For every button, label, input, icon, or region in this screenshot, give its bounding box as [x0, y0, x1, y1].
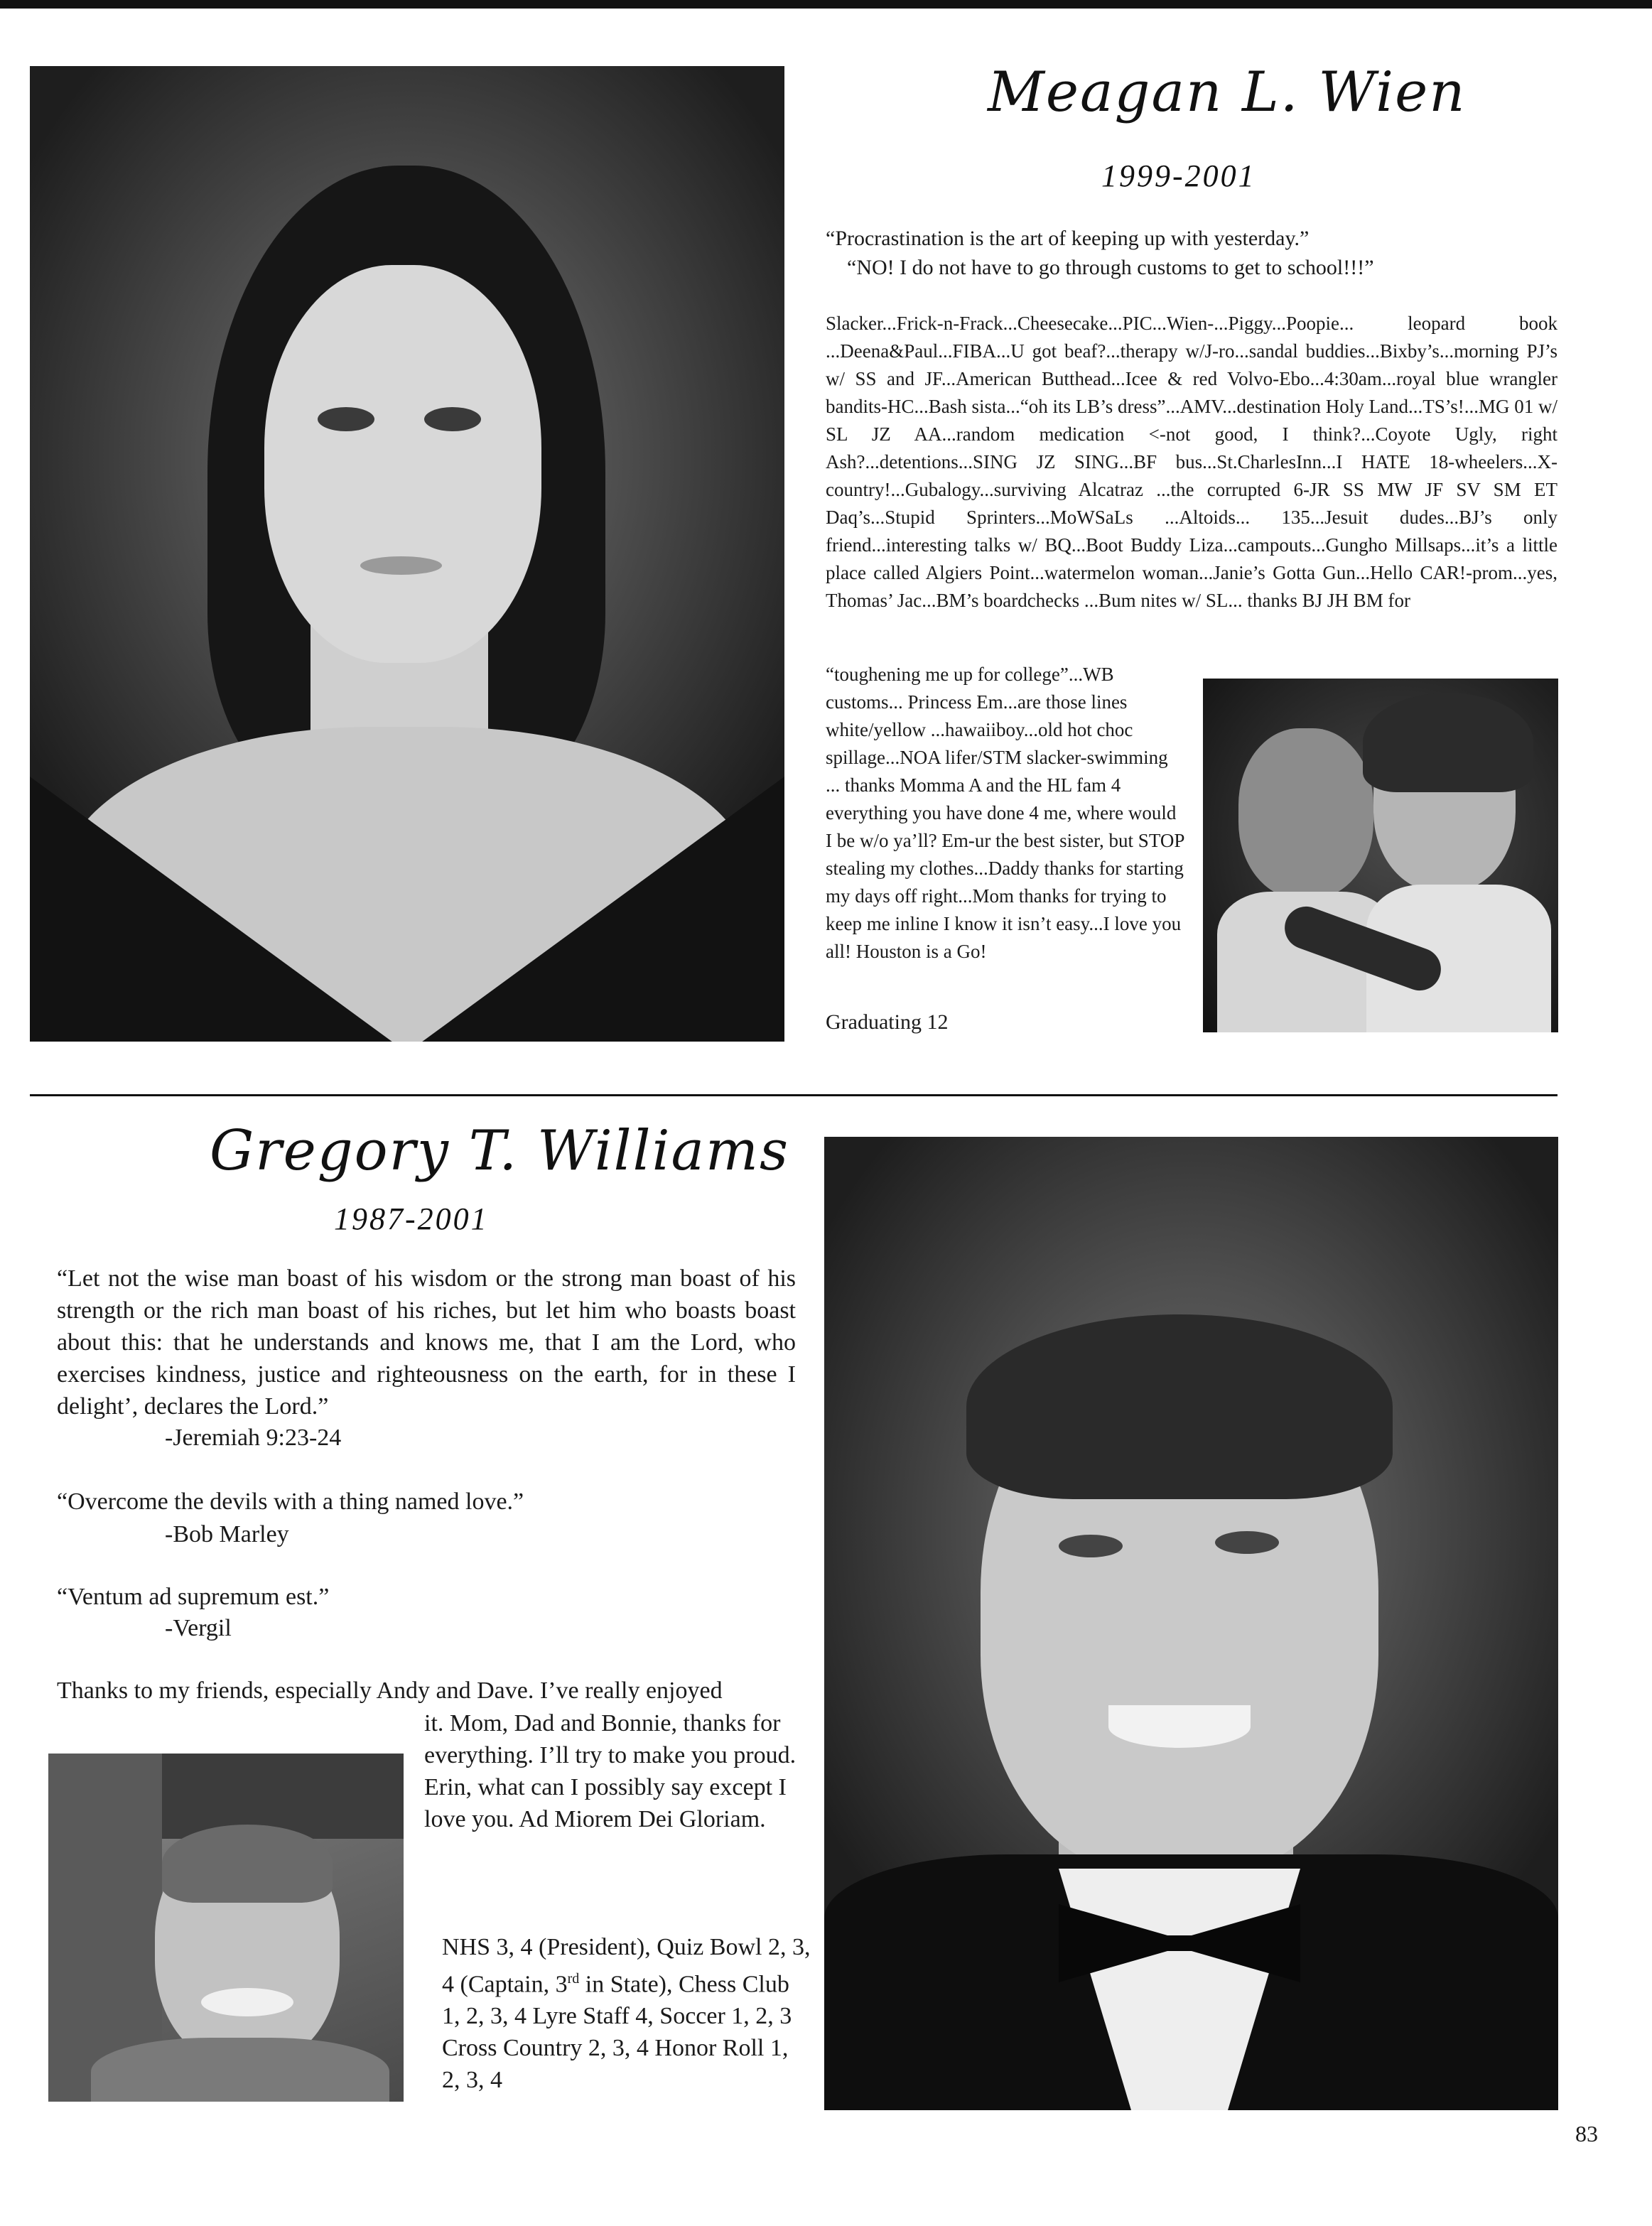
page-top-border: [0, 0, 1652, 9]
gregory-years: 1987-2001: [334, 1201, 489, 1236]
gregory-thanks-line1: Thanks to my friends, especially Andy and Dave. I’ve really enjoyed: [57, 1677, 723, 1704]
gregory-candid-photo: [48, 1754, 404, 2102]
meagan-years: 1999-2001: [1101, 158, 1256, 193]
section-divider: [30, 1094, 1557, 1096]
meagan-message-narrow: [826, 661, 1184, 966]
gregory-quote2-attrib: -Bob Marley: [165, 1521, 289, 1547]
gregory-name: Gregory T. Williams: [210, 1119, 790, 1183]
gregory-quote3-attrib: -Vergil: [165, 1615, 232, 1641]
gregory-activities: [442, 1931, 811, 2096]
gregory-quote3: “Ventum ad supremum est.”: [57, 1584, 330, 1610]
gregory-quote1: [57, 1263, 796, 1422]
gregory-quote1-text: “Let not the wise man boast of his wisdom or the strong man boast of his strength or the rich man boast of his riches, but let him who boasts boast about this: that he understands and knows me, that I am the Lord, who exercises kindness, justice and righteousness on the earth, for in these I delight’, declares the Lord.”: [57, 1265, 796, 1420]
meagan-graduating: Graduating 12: [826, 1010, 949, 1034]
meagan-portrait-photo: [30, 66, 784, 1042]
meagan-message-full-width: Slacker...Frick-n-Frack...Cheesecake...PIC...Wien-...Piggy...Poopie... leopard book ...Deena&Paul...FIBA...U got beaf?...therapy w/J-ro...sandal buddies...Bixby’s...morning PJ’s w/ SS and JF...American Butthead...Icee & red Volvo-Ebo...4:30am...royal blue wrangler bandits-HC...Bash sista...“oh its LB’s dress”...AMV...destination Holy Land...TS’s!...MG 01 w/ SL JZ AA...random medication <-not good, I think?...Coyote Ugly, right Ash?...detentions...SING JZ SING...BF bus...St.CharlesInn...I HATE 18-wheelers...X-country!...Gubalogy...surviving Alcatraz ...the corrupted 6-JR SS MW JF SV SM ET Daq’s...Stupid Sprinters...MoWSaLs ...Altoids... 135...Jesuit dudes...BJ’s only friend...interesting talks w/ BQ...Boot Buddy Liza...campouts...Gungho Millsaps...it’s a little place called Algiers Point...watermelon woman...Janie’s Gotta Gun...Hello CAR!-prom...yes, Thomas’ Jac...BM’s boardchecks ...Bum nites w/ SL... thanks BJ JH BM for: [826, 313, 1557, 611]
meagan-name: Meagan L. Wien: [988, 60, 1467, 124]
gregory-thanks-rest-text: it. Mom, Dad and Bonnie, thanks for everything. I’ll try to make you proud. Erin, what can I possibly say except I love you. Ad Miorem Dei Gloriam.: [424, 1710, 797, 1832]
meagan-quote-line2: “NO! I do not have to go through customs to get to school!!!”: [847, 256, 1374, 279]
gregory-thanks-rest: [424, 1707, 808, 1835]
meagan-message-text: [826, 310, 1557, 615]
gregory-quote2: “Overcome the devils with a thing named love.”: [57, 1488, 524, 1515]
meagan-quote-line1: “Procrastination is the art of keeping up with yesterday.”: [826, 227, 1310, 250]
page-number: 83: [1575, 2121, 1598, 2146]
gregory-activities-text: NHS 3, 4 (President), Quiz Bowl 2, 3, 4 (Captain, 3rd in State), Chess Club 1, 2, 3, 4 Lyre Staff 4, Soccer 1, 2, 3 Cross Country 2, 3, 4 Honor Roll 1, 2, 3, 4: [442, 1934, 811, 2094]
gregory-portrait-photo: [824, 1137, 1558, 2110]
gregory-quote1-attrib: -Jeremiah 9:23-24: [165, 1425, 342, 1451]
meagan-message-narrow-text: “toughening me up for college”...WB customs... Princess Em...are those lines white/yellow ...hawaiiboy...old hot choc spillage...NOA lifer/STM slacker-swimming ... thanks Momma A and the HL fam 4 everything you have done 4 me, where would I be w/o ya’ll? Em-ur the best sister, but STOP stealing my clothes...Daddy thanks for starting my days off right...Mom thanks for trying to keep me inline I know it isn’t easy...I love you all! Houston is a Go!: [826, 664, 1184, 962]
meagan-candid-photo: [1203, 679, 1558, 1032]
